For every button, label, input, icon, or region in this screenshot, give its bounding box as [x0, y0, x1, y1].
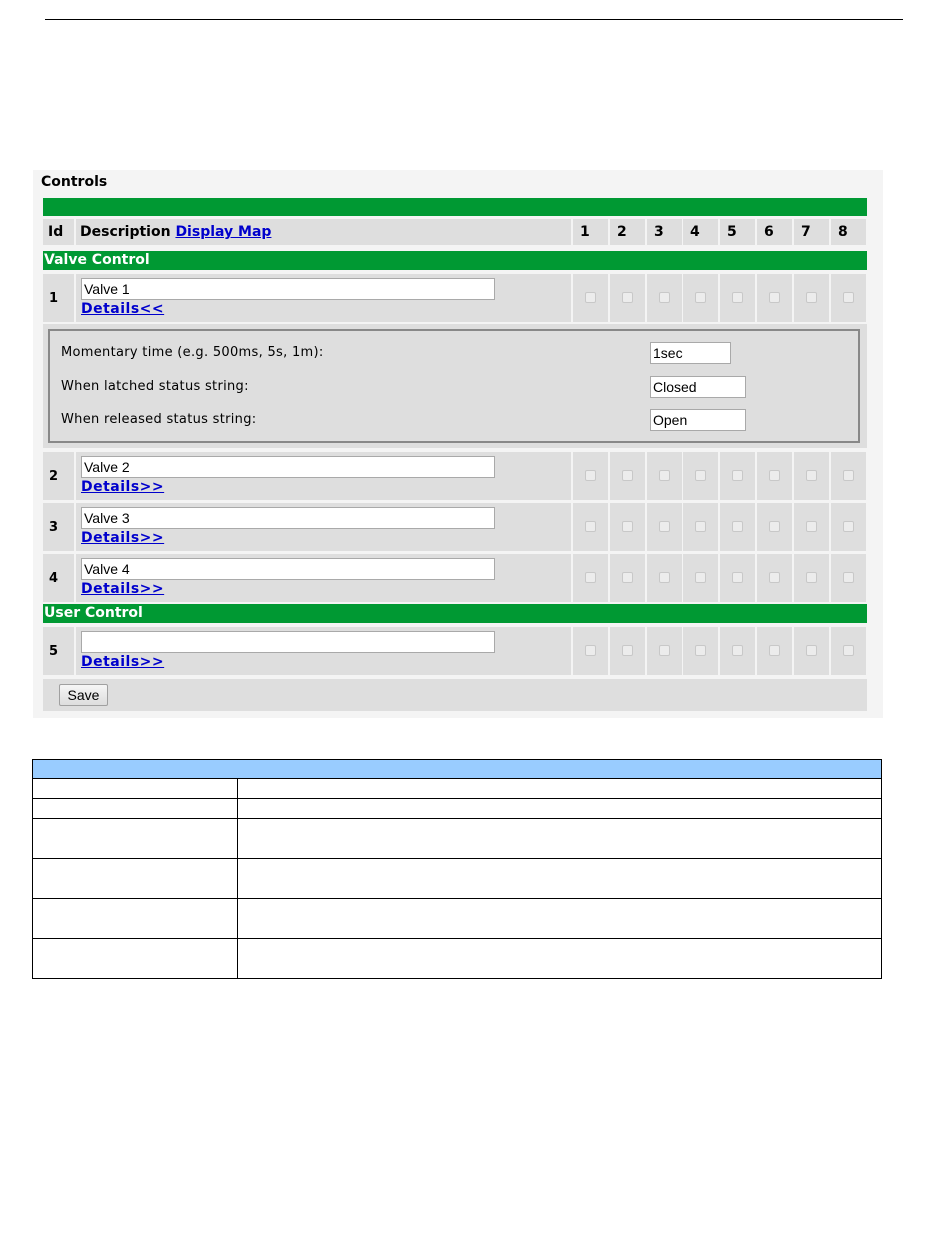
table-cell: [33, 819, 238, 859]
row-2-output-cell: [610, 452, 645, 500]
row-3-output-cell: [794, 503, 829, 551]
save-row: [43, 679, 867, 711]
row-1-output-cell: [610, 274, 645, 322]
row-2-output-cell: [720, 452, 755, 500]
row-2-output-cell: [831, 452, 866, 500]
output-checkbox[interactable]: [806, 645, 817, 656]
top-rule: [45, 19, 903, 20]
output-checkbox[interactable]: [585, 572, 596, 583]
controls-panel: [33, 170, 883, 718]
output-checkbox[interactable]: [659, 521, 670, 532]
output-checkbox[interactable]: [769, 572, 780, 583]
row-4-details-link[interactable]: Details>>: [81, 581, 165, 597]
row-4-id-cell: [43, 554, 74, 602]
output-checkbox[interactable]: [769, 645, 780, 656]
output-checkbox[interactable]: [732, 292, 743, 303]
header-column-label: 1: [580, 224, 590, 240]
row-3-output-cell: [610, 503, 645, 551]
output-checkbox[interactable]: [659, 470, 670, 481]
row-2-output-cell: [757, 452, 792, 500]
header-column-cell: [610, 219, 645, 245]
output-checkbox[interactable]: [806, 292, 817, 303]
section-user-control: User Control: [43, 604, 867, 623]
output-checkbox[interactable]: [659, 572, 670, 583]
row-2-output-cell: [573, 452, 608, 500]
save-button[interactable]: Save: [59, 684, 108, 706]
row-4-description-input[interactable]: [81, 558, 495, 580]
output-checkbox[interactable]: [806, 572, 817, 583]
header-column-label: 7: [801, 224, 811, 240]
row-1-output-cell: [683, 274, 718, 322]
output-checkbox[interactable]: [622, 292, 633, 303]
row-5-details-link[interactable]: Details>>: [81, 654, 165, 670]
row-1-description-input[interactable]: [81, 278, 495, 300]
output-checkbox[interactable]: [843, 292, 854, 303]
row-4-output-cell: [647, 554, 682, 602]
table-cell: [33, 799, 238, 819]
momentary-time-input[interactable]: [650, 342, 731, 364]
row-4-output-cell: [794, 554, 829, 602]
header-column-label: 2: [617, 224, 627, 240]
row-5-output-cell: [720, 627, 755, 675]
row-4-description-cell: [76, 554, 571, 602]
panel-title: Controls: [41, 174, 108, 190]
header-green-bar: [43, 198, 867, 216]
row-1-output-cell: [831, 274, 866, 322]
output-checkbox[interactable]: [695, 521, 706, 532]
output-checkbox[interactable]: [806, 521, 817, 532]
row-1-output-cell: [794, 274, 829, 322]
header-column-label: 8: [838, 224, 848, 240]
header-column-cell: [831, 219, 866, 245]
header-column-cell: [757, 219, 792, 245]
row-1-output-cell: [647, 274, 682, 322]
row-3-details-link[interactable]: Details>>: [81, 530, 165, 546]
reference-table-header: [33, 760, 882, 779]
table-cell: [238, 799, 882, 819]
row-5-output-cell: [831, 627, 866, 675]
header-description-cell: [76, 219, 571, 245]
released-status-input[interactable]: [650, 409, 746, 431]
row-2-id-cell: [43, 452, 74, 500]
header-id-cell: [43, 219, 74, 245]
table-cell: [238, 779, 882, 799]
row-4-output-cell: [573, 554, 608, 602]
row-1-output-cell: [573, 274, 608, 322]
row-5-output-cell: [683, 627, 718, 675]
output-checkbox[interactable]: [843, 572, 854, 583]
table-cell: [33, 859, 238, 899]
output-checkbox[interactable]: [695, 292, 706, 303]
row-3-output-cell: [831, 503, 866, 551]
row-5-id-cell: [43, 627, 74, 675]
header-id: Id: [48, 224, 64, 240]
table-cell: [238, 819, 882, 859]
row-5-output-cell: [647, 627, 682, 675]
output-checkbox[interactable]: [659, 645, 670, 656]
row-2-description-input[interactable]: [81, 456, 495, 478]
row-1-id-cell: [43, 274, 74, 322]
header-column-cell: [720, 219, 755, 245]
table-row: [33, 899, 882, 939]
row-4-output-cell: [720, 554, 755, 602]
row-5-description-cell: [76, 627, 571, 675]
row-5-output-cell: [794, 627, 829, 675]
row-2-output-cell: [647, 452, 682, 500]
row-4-output-cell: [757, 554, 792, 602]
output-checkbox[interactable]: [622, 572, 633, 583]
output-checkbox[interactable]: [695, 645, 706, 656]
row-4-output-cell: [610, 554, 645, 602]
row-1-output-cell: [720, 274, 755, 322]
output-checkbox[interactable]: [806, 470, 817, 481]
header-column-cell: [647, 219, 682, 245]
reference-table: [32, 759, 882, 979]
header-column-label: 5: [727, 224, 737, 240]
output-checkbox[interactable]: [695, 572, 706, 583]
row-2-details-link[interactable]: Details>>: [81, 479, 165, 495]
momentary-time-label: Momentary time (e.g. 500ms, 5s, 1m):: [61, 345, 324, 360]
output-checkbox[interactable]: [622, 521, 633, 532]
table-cell: [238, 899, 882, 939]
display-map-link[interactable]: Display Map: [175, 224, 272, 240]
table-row: [33, 819, 882, 859]
header-column-cell: [794, 219, 829, 245]
table-cell: [238, 939, 882, 979]
output-checkbox[interactable]: [769, 521, 780, 532]
output-checkbox[interactable]: [585, 521, 596, 532]
row-5-output-cell: [757, 627, 792, 675]
row-3-output-cell: [720, 503, 755, 551]
table-cell: [238, 859, 882, 899]
row-1-details-link[interactable]: Details<<: [81, 301, 165, 317]
row-3-description-cell: [76, 503, 571, 551]
row-id: 1: [49, 291, 59, 306]
row-id: 3: [49, 520, 59, 535]
header-column-label: 3: [654, 224, 664, 240]
released-status-label: When released status string:: [61, 412, 257, 427]
output-checkbox[interactable]: [843, 521, 854, 532]
details-frame: [48, 329, 860, 443]
header-description: Description: [80, 224, 171, 240]
row-id: 2: [49, 469, 59, 484]
section-valve-control: Valve Control: [43, 251, 867, 270]
row-5-description-input[interactable]: [81, 631, 495, 653]
output-checkbox[interactable]: [622, 470, 633, 481]
row-2-description-cell: [76, 452, 571, 500]
output-checkbox[interactable]: [585, 292, 596, 303]
output-checkbox[interactable]: [732, 470, 743, 481]
output-checkbox[interactable]: [622, 645, 633, 656]
output-checkbox[interactable]: [732, 645, 743, 656]
table-row: [33, 779, 882, 799]
header-column-label: 6: [764, 224, 774, 240]
row-5-output-cell: [610, 627, 645, 675]
row-3-id-cell: [43, 503, 74, 551]
row-3-output-cell: [683, 503, 718, 551]
latched-status-input[interactable]: [650, 376, 746, 398]
row-id: 4: [49, 571, 59, 586]
row-1-description-cell: [76, 274, 571, 322]
table-row: [33, 859, 882, 899]
output-checkbox[interactable]: [585, 470, 596, 481]
row-id: 5: [49, 644, 59, 659]
row-3-output-cell: [757, 503, 792, 551]
output-checkbox[interactable]: [732, 521, 743, 532]
output-checkbox[interactable]: [769, 292, 780, 303]
header-cell: [33, 760, 882, 779]
header-column-cell: [683, 219, 718, 245]
table-cell: [33, 779, 238, 799]
table-row: [33, 939, 882, 979]
output-checkbox[interactable]: [843, 470, 854, 481]
output-checkbox[interactable]: [769, 470, 780, 481]
row-2-output-cell: [794, 452, 829, 500]
latched-status-label: When latched status string:: [61, 379, 249, 394]
row-2-output-cell: [683, 452, 718, 500]
header-column-cell: [573, 219, 608, 245]
row-4-output-cell: [831, 554, 866, 602]
output-checkbox[interactable]: [659, 292, 670, 303]
row-3-output-cell: [647, 503, 682, 551]
table-cell: [33, 939, 238, 979]
table-cell: [33, 899, 238, 939]
row-3-description-input[interactable]: [81, 507, 495, 529]
output-checkbox[interactable]: [585, 645, 596, 656]
row-4-output-cell: [683, 554, 718, 602]
row-3-output-cell: [573, 503, 608, 551]
table-row: [33, 799, 882, 819]
row-1-output-cell: [757, 274, 792, 322]
output-checkbox[interactable]: [843, 645, 854, 656]
output-checkbox[interactable]: [732, 572, 743, 583]
row-1-details-panel: [43, 324, 867, 448]
header-column-label: 4: [690, 224, 700, 240]
row-5-output-cell: [573, 627, 608, 675]
output-checkbox[interactable]: [695, 470, 706, 481]
